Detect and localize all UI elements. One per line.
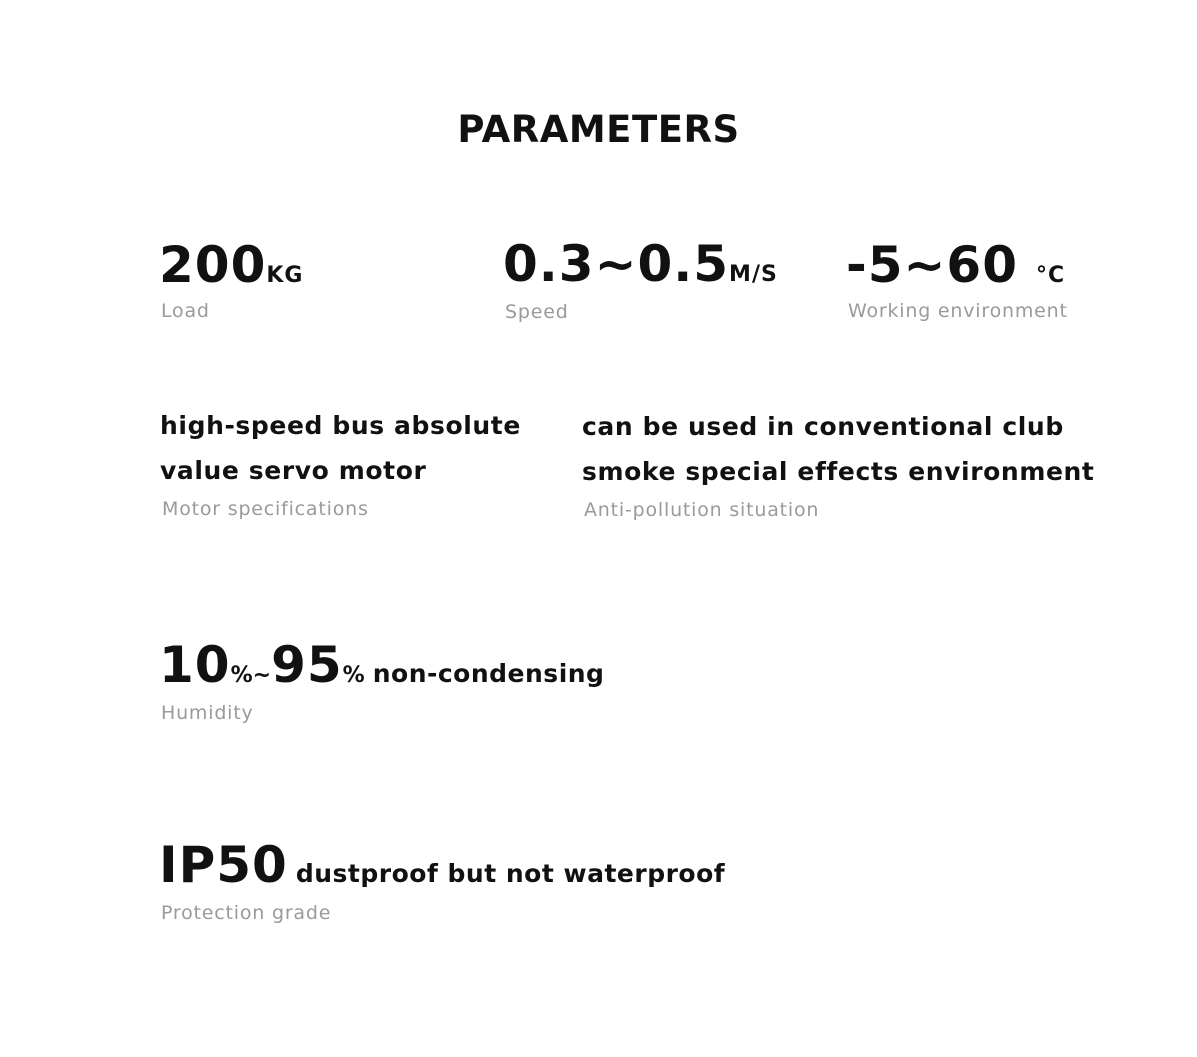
load-value: 200	[159, 236, 267, 294]
pollution-label: Anti-pollution situation	[584, 499, 820, 521]
humidity-high-unit: %	[342, 663, 365, 688]
motor-label: Motor specifications	[162, 498, 369, 520]
speed-unit: M/S	[729, 262, 778, 287]
humidity-high-value: 95	[271, 636, 343, 694]
motor-line-2: value servo motor	[160, 456, 427, 485]
param-motor-specifications	[160, 403, 521, 520]
environment-unit: °C	[1036, 263, 1066, 288]
param-anti-pollution	[582, 404, 1094, 521]
param-protection-grade	[159, 836, 726, 924]
humidity-value-line	[159, 636, 605, 694]
humidity-low-unit: %~	[230, 663, 272, 688]
speed-value: 0.3~0.5	[503, 235, 730, 293]
humidity-text: non-condensing	[372, 659, 605, 688]
param-working-environment	[846, 236, 1068, 322]
environment-value: -5~60	[846, 236, 1019, 294]
param-speed	[503, 235, 778, 323]
humidity-label: Humidity	[161, 702, 254, 724]
motor-line-1: high-speed bus absolute	[160, 411, 521, 440]
protection-value: IP50	[159, 836, 288, 894]
param-load	[159, 236, 304, 322]
speed-value-line	[503, 235, 778, 293]
speed-label: Speed	[505, 301, 569, 323]
protection-text: dustproof but not waterproof	[295, 859, 726, 888]
load-unit: KG	[266, 263, 304, 288]
pollution-line-1: can be used in conventional club	[582, 412, 1064, 441]
environment-value-line	[846, 236, 1068, 294]
humidity-low-value: 10	[159, 636, 231, 694]
pollution-line-2: smoke special effects environment	[582, 457, 1095, 486]
param-humidity	[159, 636, 605, 724]
protection-label: Protection grade	[161, 902, 332, 924]
load-label: Load	[161, 300, 210, 322]
page-title: PARAMETERS	[457, 108, 740, 151]
protection-value-line	[159, 836, 726, 894]
load-value-line	[159, 236, 304, 294]
environment-label: Working environment	[848, 300, 1068, 322]
